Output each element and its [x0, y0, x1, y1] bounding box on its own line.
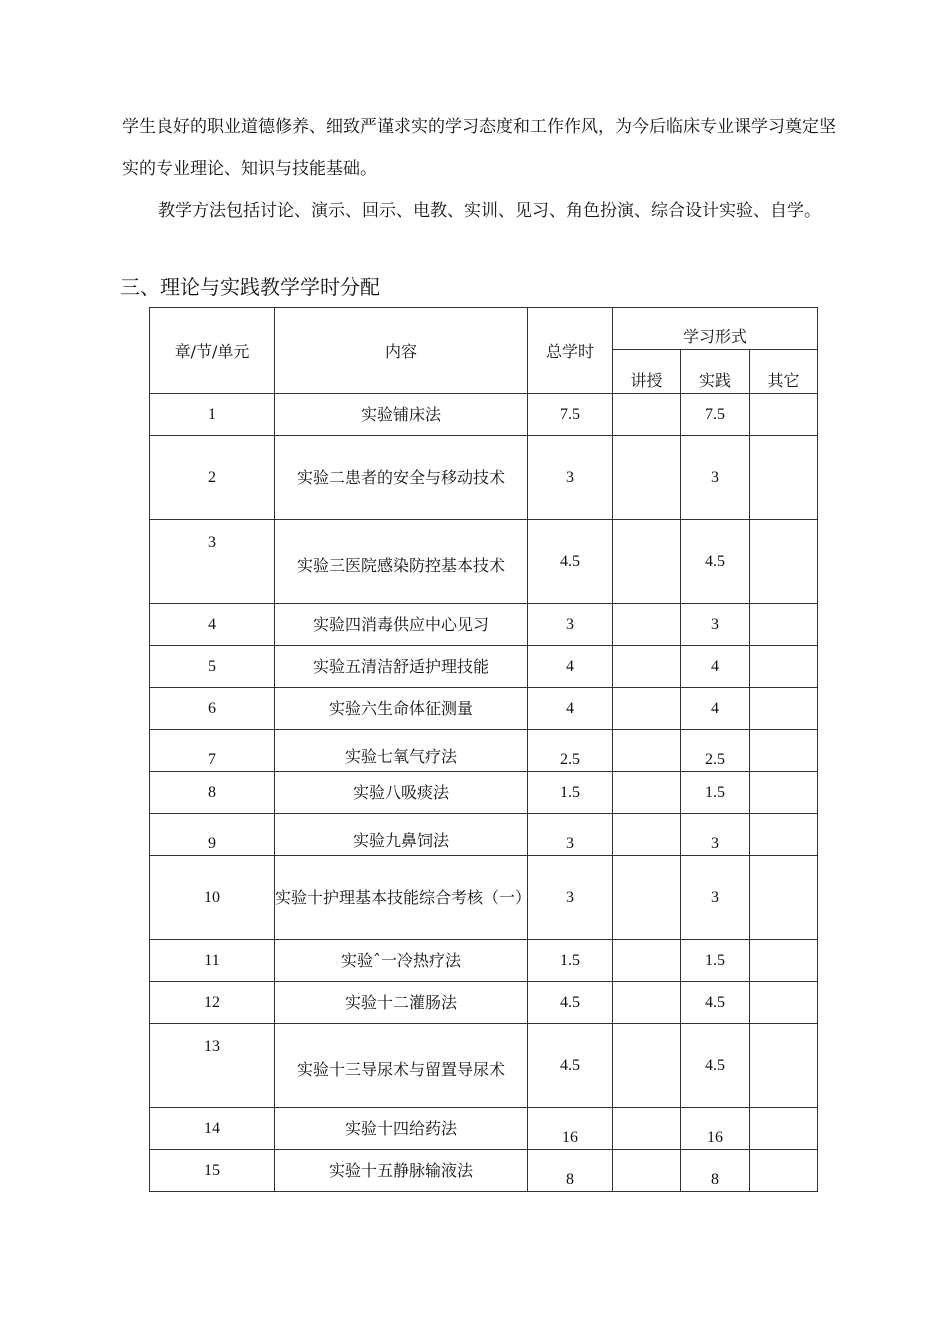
table-row — [150, 730, 818, 772]
cell-total-hours: 4 — [528, 646, 613, 688]
cell-unit: 10 — [150, 856, 275, 940]
cell-practice: 3 — [681, 814, 750, 856]
cell-other — [750, 646, 818, 688]
cell-total-hours: 4.5 — [528, 982, 613, 1024]
cell-total-hours: 3 — [528, 856, 613, 940]
table-row — [150, 1108, 818, 1150]
cell-content: 实验ˆ一冷热疗法 — [275, 940, 528, 982]
cell-unit: 15 — [150, 1150, 275, 1192]
cell-unit: 13 — [150, 1024, 275, 1108]
cell-total-hours: 1.5 — [528, 940, 613, 982]
table-row — [150, 646, 818, 688]
cell-practice: 1.5 — [681, 940, 750, 982]
cell-unit: 4 — [150, 604, 275, 646]
cell-content: 实验十护理基本技能综合考核（一） — [275, 856, 528, 940]
table-row — [150, 1150, 818, 1192]
cell-content: 实验十四给药法 — [275, 1108, 528, 1150]
cell-practice: 4 — [681, 688, 750, 730]
cell-other — [750, 394, 818, 436]
cell-practice: 3 — [681, 604, 750, 646]
cell-other — [750, 604, 818, 646]
cell-total-hours: 3 — [528, 436, 613, 520]
cell-lecture — [613, 940, 681, 982]
cell-unit: 3 — [150, 520, 275, 604]
cell-total-hours: 8 — [528, 1150, 613, 1192]
cell-unit: 2 — [150, 436, 275, 520]
cell-total-hours: 3 — [528, 814, 613, 856]
cell-content: 实验六生命体征测量 — [275, 688, 528, 730]
cell-other — [750, 688, 818, 730]
cell-other — [750, 772, 818, 814]
header-unit: 章/节/单元 — [150, 308, 275, 394]
table-row — [150, 982, 818, 1024]
cell-lecture — [613, 856, 681, 940]
cell-content: 实验二患者的安全与移动技术 — [275, 436, 528, 520]
cell-lecture — [613, 1108, 681, 1150]
header-content: 内容 — [275, 308, 528, 394]
table-row — [150, 520, 818, 604]
cell-content: 实验四消毒供应中心见习 — [275, 604, 528, 646]
cell-unit: 1 — [150, 394, 275, 436]
cell-lecture — [613, 1150, 681, 1192]
table-row — [150, 814, 818, 856]
table-row — [150, 940, 818, 982]
cell-content: 实验七氧气疗法 — [275, 730, 528, 772]
cell-content: 实验五清洁舒适护理技能 — [275, 646, 528, 688]
table-row — [150, 394, 818, 436]
cell-other — [750, 1108, 818, 1150]
cell-content: 实验十二灌肠法 — [275, 982, 528, 1024]
cell-practice: 4.5 — [681, 982, 750, 1024]
cell-lecture — [613, 688, 681, 730]
cell-content: 实验八吸痰法 — [275, 772, 528, 814]
cell-other — [750, 856, 818, 940]
header-lecture: 讲授 — [613, 350, 681, 394]
cell-practice: 2.5 — [681, 730, 750, 772]
table-row — [150, 688, 818, 730]
cell-lecture — [613, 394, 681, 436]
cell-practice: 3 — [681, 436, 750, 520]
cell-other — [750, 982, 818, 1024]
cell-practice: 4 — [681, 646, 750, 688]
table-row — [150, 604, 818, 646]
cell-practice: 7.5 — [681, 394, 750, 436]
cell-other — [750, 1150, 818, 1192]
cell-other — [750, 940, 818, 982]
cell-content: 实验十三导尿术与留置导尿术 — [275, 1024, 528, 1108]
cell-unit: 11 — [150, 940, 275, 982]
cell-lecture — [613, 646, 681, 688]
cell-practice: 16 — [681, 1108, 750, 1150]
cell-lecture — [613, 982, 681, 1024]
cell-practice: 8 — [681, 1150, 750, 1192]
cell-unit: 9 — [150, 814, 275, 856]
cell-practice: 4.5 — [681, 520, 750, 604]
cell-total-hours: 4.5 — [528, 1024, 613, 1108]
table-row — [150, 856, 818, 940]
cell-lecture — [613, 814, 681, 856]
cell-other — [750, 730, 818, 772]
cell-content: 实验铺床法 — [275, 394, 528, 436]
cell-total-hours: 4 — [528, 688, 613, 730]
cell-lecture — [613, 604, 681, 646]
cell-total-hours: 16 — [528, 1108, 613, 1150]
cell-practice: 3 — [681, 856, 750, 940]
cell-practice: 1.5 — [681, 772, 750, 814]
cell-unit: 12 — [150, 982, 275, 1024]
table-row — [150, 436, 818, 520]
cell-unit: 7 — [150, 730, 275, 772]
cell-practice: 4.5 — [681, 1024, 750, 1108]
cell-content: 实验九鼻饲法 — [275, 814, 528, 856]
cell-lecture — [613, 1024, 681, 1108]
cell-lecture — [613, 730, 681, 772]
header-total-hours: 总学时 — [528, 308, 613, 394]
table-row — [150, 1024, 818, 1108]
cell-unit: 5 — [150, 646, 275, 688]
section-heading: 三、理论与实践教学学时分配 — [120, 275, 380, 299]
cell-unit: 8 — [150, 772, 275, 814]
header-practice: 实践 — [681, 350, 750, 394]
cell-content: 实验三医院感染防控基本技术 — [275, 520, 528, 604]
cell-unit: 14 — [150, 1108, 275, 1150]
hours-allocation-table — [149, 307, 818, 1192]
cell-other — [750, 436, 818, 520]
paragraph-teaching-methods: 教学方法包括讨论、演示、回示、电教、实训、见习、角色扮演、综合设计实验、自学。 — [158, 201, 821, 221]
header-other: 其它 — [750, 350, 818, 394]
cell-total-hours: 4.5 — [528, 520, 613, 604]
cell-other — [750, 1024, 818, 1108]
cell-total-hours: 7.5 — [528, 394, 613, 436]
cell-lecture — [613, 436, 681, 520]
table-row — [150, 772, 818, 814]
cell-other — [750, 814, 818, 856]
cell-total-hours: 2.5 — [528, 730, 613, 772]
cell-total-hours: 1.5 — [528, 772, 613, 814]
cell-other — [750, 520, 818, 604]
cell-lecture — [613, 520, 681, 604]
table-body — [150, 394, 818, 1192]
cell-content: 实验十五静脉输液法 — [275, 1150, 528, 1192]
cell-total-hours: 3 — [528, 604, 613, 646]
header-learning-form: 学习形式 — [613, 308, 818, 350]
paragraph-objectives: 学生良好的职业道德修养、细致严谨求实的学习态度和工作作风，为今后临床专业课学习奠定坚实的专业理论、知识与技能基础。 — [122, 117, 836, 179]
cell-lecture — [613, 772, 681, 814]
cell-unit: 6 — [150, 688, 275, 730]
